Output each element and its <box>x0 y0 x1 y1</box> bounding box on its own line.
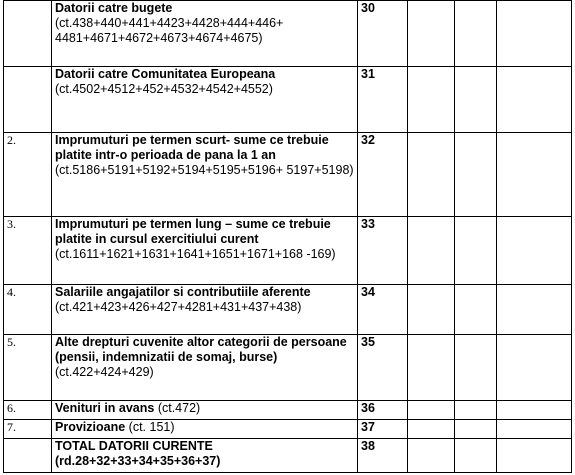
row-title: Imprumuturi pe termen lung – sume ce trebuie platite in cursul exercitiului curent <box>55 217 331 246</box>
row-description <box>52 1 358 67</box>
row-title: Alte drepturi cuvenite altor categorii de persoane (pensii, indemnizatii de somaj, burse) <box>55 335 347 364</box>
row-number: 2. <box>4 133 52 217</box>
table-row <box>4 401 572 420</box>
row-number: 3. <box>4 217 52 285</box>
row-accounts: (ct. 151) <box>128 420 175 434</box>
row-title: TOTAL DATORII CURENTE <box>55 439 213 453</box>
row-code: 32 <box>358 133 408 217</box>
row-code: 36 <box>358 401 408 420</box>
row-accounts: (ct.1611+1621+1631+1641+1651+1671+168 -169) <box>55 247 336 261</box>
row-code: 37 <box>358 420 408 439</box>
row-number <box>4 67 52 133</box>
row-code: 38 <box>358 439 408 473</box>
value-cell <box>455 335 497 401</box>
row-title: Imprumuturi pe termen scurt- sume ce trebuie platite intr-o perioada de pana la 1 an <box>55 133 329 162</box>
row-description <box>52 401 358 420</box>
value-cell <box>455 401 497 420</box>
row-title: Venituri in avans <box>55 401 155 415</box>
value-cell <box>497 133 572 217</box>
table-row <box>4 1 572 67</box>
value-cell <box>455 133 497 217</box>
row-accounts: (ct.438+440+441+4423+4428+444+446+ 4481+4671+4672+4673+4674+4675) <box>55 16 284 45</box>
value-cell <box>497 335 572 401</box>
row-description <box>52 335 358 401</box>
current-liabilities-table <box>3 0 572 473</box>
value-cell <box>497 217 572 285</box>
row-accounts: (ct.5186+5191+5192+5194+5195+5196+ 5197+5198) <box>55 163 354 177</box>
row-number: 7. <box>4 420 52 439</box>
row-code: 33 <box>358 217 408 285</box>
table-row <box>4 285 572 335</box>
row-number <box>4 439 52 473</box>
value-cell <box>408 1 455 67</box>
row-title: Datorii catre bugete <box>55 1 173 15</box>
row-description <box>52 67 358 133</box>
value-cell <box>497 439 572 473</box>
row-number <box>4 1 52 67</box>
row-number: 4. <box>4 285 52 335</box>
table-row <box>4 133 572 217</box>
row-title: Provizioane <box>55 420 126 434</box>
value-cell <box>408 217 455 285</box>
row-title: Datorii catre Comunitatea Europeana <box>55 67 276 81</box>
row-code: 34 <box>358 285 408 335</box>
value-cell <box>408 335 455 401</box>
row-title: Salariile angajatilor si contributiile aferente <box>55 285 311 299</box>
table-row <box>4 335 572 401</box>
table-row-total <box>4 439 572 473</box>
value-cell <box>497 1 572 67</box>
value-cell <box>455 439 497 473</box>
value-cell <box>408 285 455 335</box>
row-code: 35 <box>358 335 408 401</box>
row-description <box>52 285 358 335</box>
table-row <box>4 420 572 439</box>
value-cell <box>455 67 497 133</box>
row-description <box>52 420 358 439</box>
table-row <box>4 67 572 133</box>
value-cell <box>497 401 572 420</box>
value-cell <box>408 67 455 133</box>
table-row <box>4 217 572 285</box>
value-cell <box>497 285 572 335</box>
row-code: 31 <box>358 67 408 133</box>
row-accounts: (ct.4502+4512+452+4532+4542+4552) <box>55 82 273 96</box>
value-cell <box>408 439 455 473</box>
row-number: 6. <box>4 401 52 420</box>
value-cell <box>497 67 572 133</box>
row-description <box>52 133 358 217</box>
row-number: 5. <box>4 335 52 401</box>
value-cell <box>455 1 497 67</box>
value-cell <box>455 217 497 285</box>
row-description <box>52 217 358 285</box>
row-accounts: (ct.421+423+426+427+4281+431+437+438) <box>55 300 302 314</box>
value-cell <box>455 285 497 335</box>
value-cell <box>408 401 455 420</box>
row-code: 30 <box>358 1 408 67</box>
value-cell <box>455 420 497 439</box>
row-accounts: (ct.472) <box>157 401 201 415</box>
value-cell <box>497 420 572 439</box>
value-cell <box>408 133 455 217</box>
row-accounts: (rd.28+32+33+34+35+36+37) <box>55 454 221 468</box>
value-cell <box>408 420 455 439</box>
row-accounts: (ct.422+424+429) <box>55 365 154 379</box>
row-description <box>52 439 358 473</box>
